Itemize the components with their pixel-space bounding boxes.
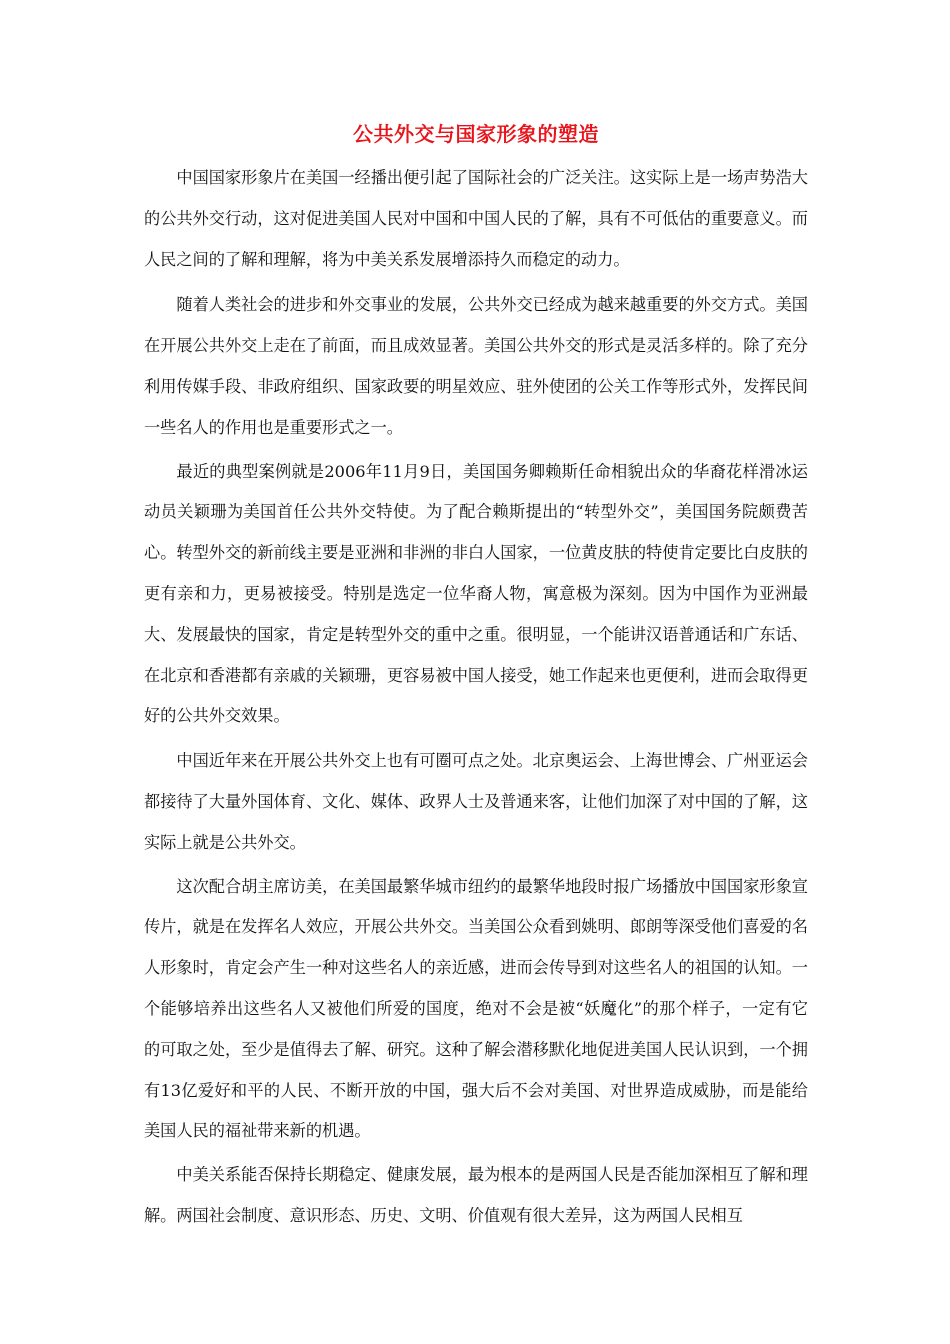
paragraph-6: 中美关系能否保持长期稳定、健康发展，最为根本的是两国人民是否能加深相互了解和理解。两国社会制度、意识形态、历史、文明、价值观有很大差异，这为两国人民相互: [144, 1165, 808, 1225]
paragraph-1: 中国国家形象片在美国一经播出便引起了国际社会的广泛关注。这实际上是一场声势浩大的公共外交行动，这对促进美国人民对中国和中国人民的了解，具有不可低估的重要意义。而人民之间的了解和理解，将为中美关系发展增添持久而稳定的动力。: [144, 168, 808, 269]
paragraph-2: 随着人类社会的进步和外交事业的发展，公共外交已经成为越来越重要的外交方式。美国在开展公共外交上走在了前面，而且成效显著。美国公共外交的形式是灵活多样的。除了充分利用传媒手段、非政府组织、国家政要的明星效应、驻外使团的公关工作等形式外，发挥民间一些名人的作用也是重要形式之一。: [144, 295, 808, 437]
document-page: [144, 118, 808, 1237]
paragraph-5: 这次配合胡主席访美，在美国最繁华城市纽约的最繁华地段时报广场播放中国国家形象宣传片，就是在发挥名人效应，开展公共外交。当美国公众看到姚明、郎朗等深受他们喜爱的名人形象时，肯定会产生一种对这些名人的亲近感，进而会传导到对这些名人的祖国的认知。一个能够培养出这些名人又被他们所爱的国度，绝对不会是被“妖魔化”的那个样子，一定有它的可取之处，至少是值得去了解、研究。这种了解会潜移默化地促进美国人民认识到，一个拥有13亿爱好和平的人民、不断开放的中国，强大后不会对美国、对世界造成威胁，而是能给美国人民的福祉带来新的机遇。: [144, 876, 808, 1141]
paragraph-4: 中国近年来在开展公共外交上也有可圈可点之处。北京奥运会、上海世博会、广州亚运会都接待了大量外国体育、文化、媒体、政界人士及普通来客，让他们加深了对中国的了解，这实际上就是公共外交。: [144, 751, 808, 852]
document-title: 公共外交与国家形象的塑造: [353, 122, 599, 146]
paragraph-3: 最近的典型案例就是2006年11月9日，美国国务卿赖斯任命相貌出众的华裔花样滑冰运动员关颖珊为美国首任公共外交特使。为了配合赖斯提出的“转型外交”，美国国务院颇费苦心。转型外交的新前线主要是亚洲和非洲的非白人国家，一位黄皮肤的特使肯定要比白皮肤的更有亲和力，更易被接受。特别是选定一位华裔人物，寓意极为深刻。因为中国作为亚洲最大、发展最快的国家，肯定是转型外交的重中之重。很明显，一个能讲汉语普通话和广东话、在北京和香港都有亲戚的关颖珊，更容易被中国人接受，她工作起来也更便利，进而会取得更好的公共外交效果。: [144, 461, 808, 726]
